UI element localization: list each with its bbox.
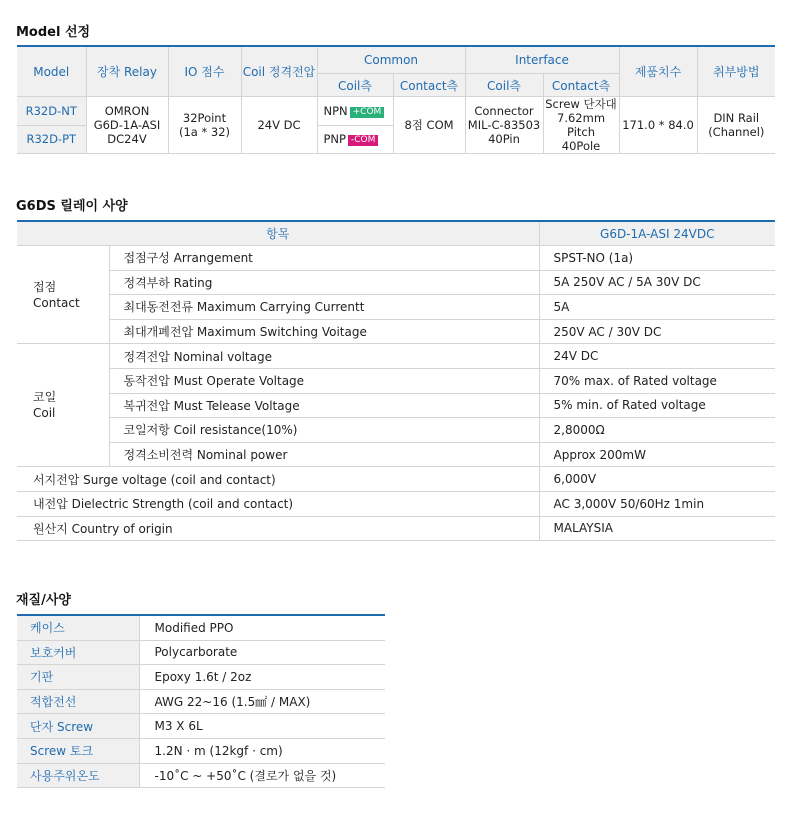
- material-value: -10˚C ~ +50˚C (결로가 없을 것): [139, 763, 385, 788]
- material-key: 보호커버: [17, 640, 139, 665]
- spec-value: 70% max. of Rated voltage: [539, 368, 775, 393]
- interface-coil-cell: Connector MIL-C-83503 40Pin: [465, 97, 543, 154]
- spec-value: AC 3,000V 50/60Hz 1min: [539, 491, 775, 516]
- spec-item: 최대개폐전압 Maximum Switching Voitage: [109, 319, 539, 344]
- spec-value: 5A 250V AC / 5A 30V DC: [539, 270, 775, 295]
- header-model: Model: [17, 46, 86, 97]
- header-coil-voltage: Coil 정격전압: [241, 46, 317, 97]
- io-points-cell: 32Point (1a * 32): [168, 97, 241, 154]
- spec-item: 서지전압 Surge voltage (coil and contact): [17, 467, 539, 492]
- material-key: 적합전선: [17, 689, 139, 714]
- spec-item: 정격전압 Nominal voltage: [109, 344, 539, 369]
- header-item: 항목: [17, 221, 539, 246]
- section-title-material: 재질/사양: [16, 593, 71, 608]
- model-selection-table: [17, 45, 775, 154]
- material-table: [17, 614, 385, 788]
- interface-contact-cell: Screw 단자대 7.62mm Pitch 40Pole: [543, 97, 619, 154]
- header-common: Common: [317, 46, 465, 74]
- model-r32d-pt: R32D-PT: [17, 125, 86, 154]
- header-io-points: IO 점수: [168, 46, 241, 97]
- header-dimensions: 제품치수: [619, 46, 697, 97]
- mounting-cell: DIN Rail (Channel): [697, 97, 775, 154]
- header-common-coil: Coil측: [317, 74, 393, 97]
- dimensions-cell: 171.0 * 84.0: [619, 97, 697, 154]
- section-title-relay-spec: G6DS 릴레이 사양: [16, 199, 128, 214]
- coil-voltage-cell: 24V DC: [241, 97, 317, 154]
- header-interface-contact: Contact측: [543, 74, 619, 97]
- spec-item: 정격부하 Rating: [109, 270, 539, 295]
- material-key: 기판: [17, 665, 139, 690]
- header-mounting: 취부방법: [697, 46, 775, 97]
- material-value: Modified PPO: [139, 615, 385, 640]
- group-coil: 코일 Coil: [17, 344, 109, 467]
- spec-value: MALAYSIA: [539, 516, 775, 541]
- relay-cell: OMRON G6D-1A-ASI DC24V: [86, 97, 168, 154]
- header-common-contact: Contact측: [393, 74, 465, 97]
- header-mount-relay: 장착 Relay: [86, 46, 168, 97]
- spec-item: 복귀전압 Must Telease Voltage: [109, 393, 539, 418]
- spec-value: 5A: [539, 295, 775, 320]
- plus-com-badge: +COM: [350, 107, 385, 118]
- spec-item: 최대동전전류 Maximum Carrying Currentt: [109, 295, 539, 320]
- model-r32d-nt: R32D-NT: [17, 97, 86, 126]
- material-value: M3 X 6L: [139, 714, 385, 739]
- pnp-cell: PNP -COM: [317, 125, 393, 154]
- material-value: 1.2N · m (12kgf · cm): [139, 738, 385, 763]
- header-interface: Interface: [465, 46, 619, 74]
- material-key: 사용주위온도: [17, 763, 139, 788]
- spec-value: 2,8000Ω: [539, 418, 775, 443]
- spec-value: 6,000V: [539, 467, 775, 492]
- material-key: 단자 Screw: [17, 714, 139, 739]
- common-contact-cell: 8점 COM: [393, 97, 465, 154]
- relay-spec-table: [17, 220, 775, 541]
- spec-item: 정격소비전력 Nominal power: [109, 442, 539, 467]
- minus-com-badge: -COM: [348, 135, 378, 146]
- spec-value: 24V DC: [539, 344, 775, 369]
- header-interface-coil: Coil측: [465, 74, 543, 97]
- spec-value: Approx 200mW: [539, 442, 775, 467]
- spec-item: 접점구성 Arrangement: [109, 246, 539, 271]
- spec-value: 5% min. of Rated voltage: [539, 393, 775, 418]
- spec-item: 원산지 Country of origin: [17, 516, 539, 541]
- material-value: Epoxy 1.6t / 2oz: [139, 665, 385, 690]
- group-contact: 접점 Contact: [17, 246, 109, 344]
- spec-item: 코일저항 Coil resistance(10%): [109, 418, 539, 443]
- section-title-model: Model 선정: [16, 25, 91, 40]
- header-spec: G6D-1A-ASI 24VDC: [539, 221, 775, 246]
- npn-cell: NPN +COM: [317, 97, 393, 126]
- material-key: Screw 토크: [17, 738, 139, 763]
- spec-value: SPST-NO (1a): [539, 246, 775, 271]
- material-key: 케이스: [17, 615, 139, 640]
- spec-value: 250V AC / 30V DC: [539, 319, 775, 344]
- material-value: Polycarborate: [139, 640, 385, 665]
- spec-item: 동작전압 Must Operate Voltage: [109, 368, 539, 393]
- material-value: AWG 22~16 (1.5㎟ / MAX): [139, 689, 385, 714]
- spec-item: 내전압 Dielectric Strength (coil and contact): [17, 491, 539, 516]
